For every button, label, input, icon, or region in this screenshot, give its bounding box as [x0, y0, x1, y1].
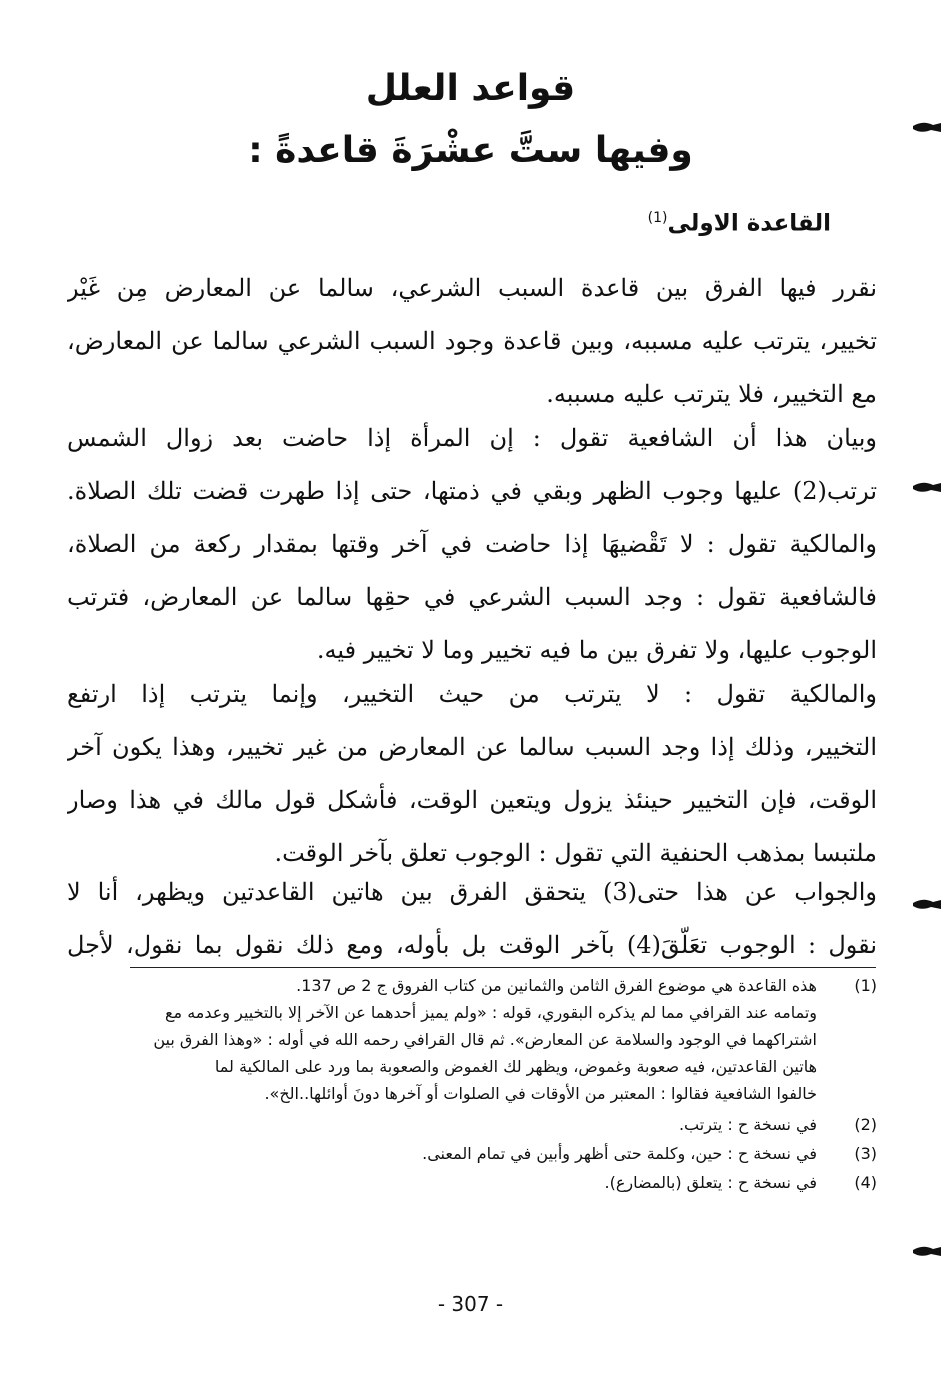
- footnote: [67, 1111, 877, 1138]
- footnote: [67, 1140, 877, 1167]
- paragraph: [67, 866, 877, 972]
- footnote-number: (4): [854, 1173, 877, 1192]
- binding-mark: [911, 897, 941, 907]
- paragraph: [67, 262, 877, 421]
- page-number: - 307 -: [437, 1292, 504, 1316]
- text-line: الوقت، فإن التخيير حينئذ يزول ويتعين الوقت، فأشكل قول مالك في هذا وصار: [67, 786, 877, 814]
- text-line: والمالكية تقول : لا تَقْضيهَا إذا حاضت في آخر وقتها بمقدار ركعة من الصلاة،: [67, 530, 877, 558]
- footnote: [67, 972, 877, 1107]
- footnote-line: هاتين القاعدتين، فيه صعوبة وغموض، ويظهر لك الغموض والصعوبة بما ورد على المالكية لما: [214, 1057, 817, 1076]
- footnote-line: وتمامه عند القرافي مما لم يذكره البقوري، قوله : «ولم يميز أحدهما عن الآخر إلا بالتخيير وعدمه مع: [165, 1003, 817, 1022]
- chapter-title: قواعد العلل: [365, 68, 576, 109]
- chapter-subtitle: وفيها ستَّ عشْرَةَ قاعدةً :: [248, 130, 693, 171]
- footnote-line: في نسخة ح : يتعلق (بالمضارع).: [604, 1173, 817, 1192]
- footnote-separator: [130, 967, 876, 968]
- text-line: ترتب(2) عليها وجوب الظهر وبقي في ذمتها، حتى إذا طهرت قضت تلك الصلاة.: [67, 477, 877, 505]
- binding-mark: [911, 1244, 941, 1254]
- paragraph: [67, 668, 877, 880]
- binding-mark: [911, 480, 941, 490]
- footnote-number: (2): [854, 1115, 877, 1134]
- footnote: [67, 1169, 877, 1196]
- text-line: الوجوب عليها، ولا تفرق بين ما فيه تخيير وما لا تخيير فيه.: [316, 636, 877, 664]
- text-line: والمالكية تقول : لا يترتب من حيث التخيير، وإنما يترتب إذا ارتفع: [67, 680, 877, 708]
- rule-heading: [648, 210, 831, 237]
- text-line: ملتبسا بمذهب الحنفية التي تقول : الوجوب تعلق بآخر الوقت.: [274, 839, 877, 867]
- text-line: فالشافعية تقول : وجد السبب الشرعي في حقِها سالما عن المعارض، فترتب: [67, 583, 877, 611]
- text-line: نقرر فيها الفرق بين قاعدة السبب الشرعي، سالما عن المعارض مِن غَيْر: [67, 274, 877, 302]
- text-line: والجواب عن هذا حتى(3) يتحقق الفرق بين هاتين القاعدتين ويظهر، أنا لا: [67, 878, 877, 906]
- footnote-line: في نسخة ح : حين، وكلمة حتى أظهر وأبين في تمام المعنى.: [422, 1144, 817, 1163]
- footnote-line: هذه القاعدة هي موضوع الفرق الثامن والثمانين من كتاب الفروق ج 2 ص 137.: [296, 976, 817, 995]
- rule-heading-label: القاعدة الاولى: [667, 210, 831, 237]
- footnote-number: (3): [854, 1144, 877, 1163]
- text-line: مع التخيير، فلا يترتب عليه مسببه.: [546, 380, 877, 408]
- footnote-line: في نسخة ح : يترتب.: [678, 1115, 817, 1134]
- binding-mark: [911, 120, 941, 130]
- footnote-line: اشتراكهما في الوجود والسلامة عن المعارض». ثم قال القرافي رحمه الله في أوله : «وهذا الفرق بين: [153, 1030, 817, 1049]
- footnotes: [67, 972, 877, 1196]
- footnote-number: (1): [854, 976, 877, 995]
- text-line: نقول : الوجوب تعَلّقَ(4) بآخر الوقت بل بأوله، ومع ذلك نقول بما نقول، لأجل: [67, 931, 877, 959]
- footnote-ref: (1): [647, 210, 668, 226]
- text-line: وبيان هذا أن الشافعية تقول : إن المرأة إذا حاضت بعد زوال الشمس: [67, 424, 877, 452]
- text-line: التخيير، وذلك إذا وجد السبب سالما عن المعارض من غير تخيير، وهذا يكون آخر: [67, 733, 877, 761]
- paragraph: [67, 412, 877, 677]
- footnote-line: خالفوا الشافعية فقالوا : المعتبر من الأوقات في الصلوات أو آخرها دونَ أوائلها..الخ».: [264, 1084, 817, 1103]
- text-line: تخيير، يترتب عليه مسببه، وبين قاعدة وجود السبب الشرعي سالما عن المعارض،: [67, 327, 877, 355]
